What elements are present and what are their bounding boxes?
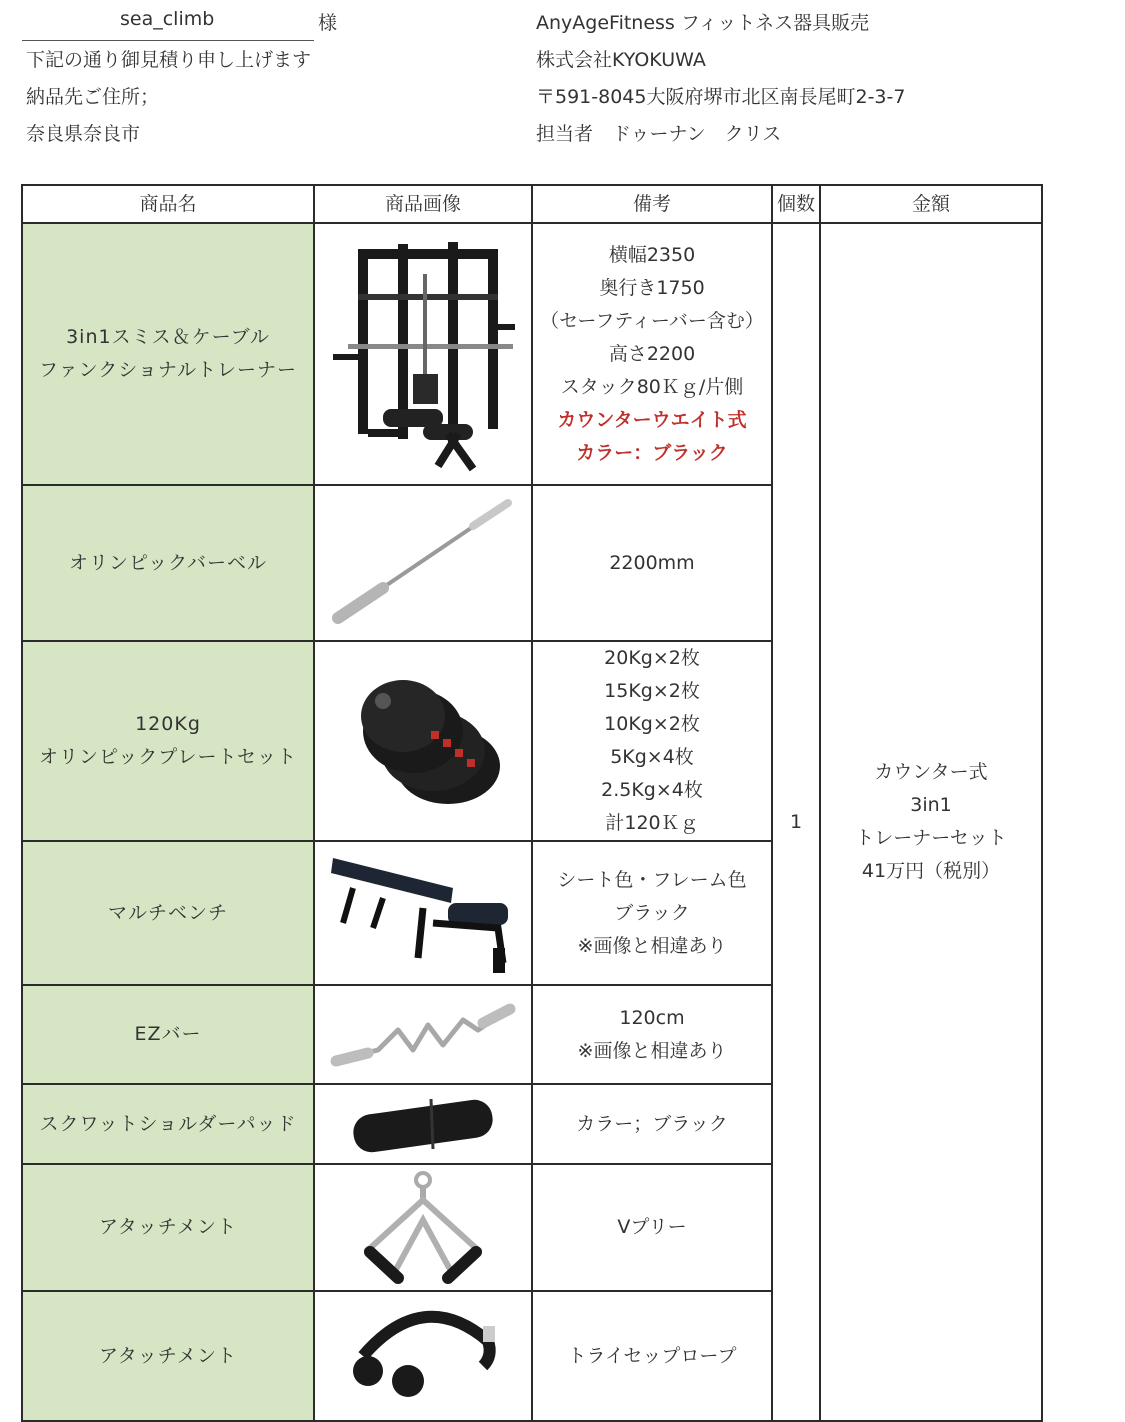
- notes-cell: [532, 641, 772, 841]
- product-name-line: スクワットショルダーパッド: [39, 1112, 297, 1135]
- product-image-cell: [314, 485, 532, 641]
- notes-cell: [532, 223, 772, 485]
- column-header-name: 商品名: [22, 185, 314, 223]
- note-line: 15Kg×2枚: [604, 680, 700, 702]
- quotation-table: [21, 184, 1043, 1422]
- greeting-text: 下記の通り御見積り申し上げます: [26, 49, 312, 71]
- note-line: 20Kg×2枚: [604, 647, 700, 669]
- note-line-highlight: カウンターウエイト式: [557, 408, 747, 431]
- price-line: トレーナーセット: [855, 827, 1007, 849]
- note-line: 2.5Kg×4枚: [601, 779, 703, 801]
- price-line: カウンター式: [874, 761, 988, 783]
- company-line1: AnyAgeFitness フィットネス器具販売: [536, 12, 870, 34]
- column-header-price: 金額: [820, 185, 1042, 223]
- notes-cell: [532, 985, 772, 1084]
- table-header-row: [22, 185, 1042, 223]
- product-image-cell: [314, 1084, 532, 1164]
- note-line: ブラック: [614, 901, 690, 924]
- bench-icon: [315, 848, 531, 978]
- product-name-line: ファンクショナルトレーナー: [39, 359, 297, 381]
- notes-cell: [532, 841, 772, 985]
- product-name-cell: [22, 641, 314, 841]
- price-line: 3in1: [910, 794, 952, 816]
- note-line: シート色・フレーム色: [557, 868, 747, 891]
- product-image-cell: [314, 1291, 532, 1421]
- notes-cell: [532, 485, 772, 641]
- product-name-cell: [22, 485, 314, 641]
- price-line: 41万円（税別）: [861, 860, 1001, 882]
- notes-cell: [532, 1164, 772, 1291]
- product-name-cell: [22, 1084, 314, 1164]
- note-line: 計120Ｋｇ: [605, 812, 699, 834]
- product-name-cell: [22, 1291, 314, 1421]
- note-line: スタック80Ｋｇ/片側: [560, 375, 744, 398]
- functional-trainer-icon: [315, 234, 531, 474]
- product-name-line: マルチベンチ: [107, 901, 228, 924]
- weight-plates-icon: [315, 671, 531, 811]
- product-image-cell: [314, 1164, 532, 1291]
- product-image-cell: [314, 985, 532, 1084]
- shoulder-pad-icon: [315, 1089, 531, 1159]
- barbell-icon: [315, 493, 531, 633]
- note-line: 120cm: [619, 1006, 685, 1029]
- contact-person: 担当者 ドゥーナン クリス: [536, 123, 782, 145]
- note-line: Vプリー: [617, 1216, 687, 1238]
- note-line: ※画像と相違あり: [577, 934, 727, 957]
- product-name-cell: [22, 1164, 314, 1291]
- product-name-line: アタッチメント: [99, 1344, 237, 1367]
- product-image-cell: [314, 841, 532, 985]
- company-address: 〒591-8045大阪府堺市北区南長尾町2-3-7: [536, 86, 906, 108]
- note-line: トライセップロープ: [567, 1344, 737, 1367]
- product-name-line: オリンピックバーベル: [68, 551, 268, 574]
- note-line: ※画像と相違あり: [577, 1039, 727, 1062]
- product-name-line: 120Kg: [135, 713, 201, 735]
- note-line: 横幅2350: [608, 243, 696, 266]
- note-line: 高さ2200: [608, 342, 696, 365]
- recipient-name: sea_climb: [120, 8, 215, 30]
- note-line: カラー；ブラック: [576, 1112, 728, 1135]
- product-name-cell: [22, 223, 314, 485]
- tricep-rope-icon: [315, 1296, 531, 1416]
- note-line: 2200mm: [609, 551, 695, 574]
- table-row: [22, 223, 1042, 485]
- note-line: 奥行き1750: [599, 276, 705, 299]
- notes-cell: [532, 1291, 772, 1421]
- product-name-line: 3in1スミス＆ケーブル: [66, 326, 270, 348]
- product-image-cell: [314, 223, 532, 485]
- product-name-line: アタッチメント: [99, 1216, 237, 1238]
- product-name-cell: [22, 985, 314, 1084]
- product-image-cell: [314, 641, 532, 841]
- delivery-address: 奈良県奈良市: [26, 123, 141, 145]
- column-header-image: 商品画像: [314, 185, 532, 223]
- note-line: 10Kg×2枚: [604, 713, 700, 735]
- company-line2: 株式会社KYOKUWA: [536, 49, 706, 71]
- column-header-notes: 備考: [532, 185, 772, 223]
- column-header-quantity: 個数: [772, 185, 820, 223]
- recipient-underline: [22, 40, 314, 41]
- product-name-cell: [22, 841, 314, 985]
- product-name-line: オリンピックプレートセット: [39, 746, 297, 768]
- product-name-line: EZバー: [134, 1023, 202, 1045]
- notes-cell: [532, 1084, 772, 1164]
- price-cell: [820, 223, 1042, 1421]
- honorific: 様: [318, 12, 338, 34]
- quantity-cell: 1: [772, 223, 820, 1421]
- note-line: （セーフティーバー含む）: [540, 309, 764, 332]
- ez-bar-icon: [315, 995, 531, 1075]
- v-handle-icon: [315, 1170, 531, 1285]
- delivery-label: 納品先ご住所；: [26, 86, 160, 108]
- note-line-highlight: カラー：ブラック: [576, 441, 728, 464]
- note-line: 5Kg×4枚: [610, 746, 694, 768]
